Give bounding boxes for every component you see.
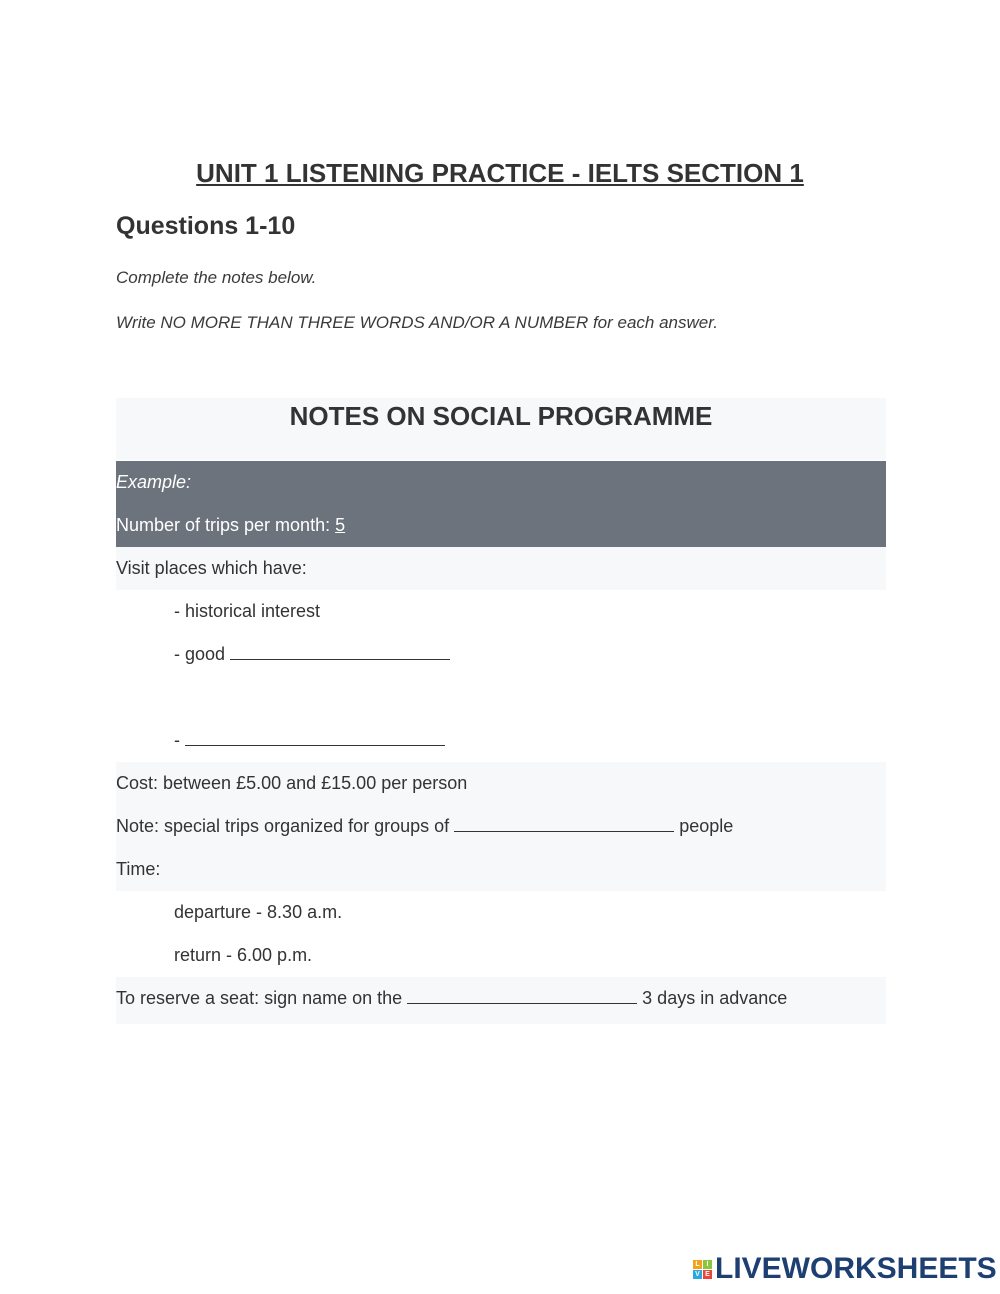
notes-title: NOTES ON SOCIAL PROGRAMME <box>116 398 886 460</box>
page-title: UNIT 1 LISTENING PRACTICE - IELTS SECTION 1 <box>196 158 804 188</box>
visit-places-row: Visit places which have: <box>116 547 886 590</box>
logo-text: LIVEWORKSHEETS <box>715 1252 997 1285</box>
answer-blank-3[interactable] <box>454 817 674 832</box>
time-row: Time: <box>116 848 886 891</box>
departure-row: departure - 8.30 a.m. <box>174 902 343 922</box>
historical-interest-row: - historical interest <box>174 601 321 621</box>
notes-table <box>116 398 886 1024</box>
reserve-row <box>116 977 886 1024</box>
questions-heading: Questions 1-10 <box>116 212 296 240</box>
answer-blank-2[interactable] <box>185 731 445 746</box>
example-label: Example: <box>116 461 886 504</box>
example-row <box>116 504 886 547</box>
example-answer: 5 <box>335 515 346 535</box>
good-label: - good <box>174 644 231 664</box>
instruction-complete: Complete the notes below. <box>116 268 317 287</box>
note-row <box>116 805 886 848</box>
logo-square-l: L <box>693 1260 702 1269</box>
answer-blank-1[interactable] <box>230 645 450 660</box>
answer-blank-4[interactable] <box>407 989 637 1004</box>
cost-row: Cost: between £5.00 and £15.00 per person <box>116 762 886 805</box>
good-row <box>116 633 886 676</box>
logo-square-e: E <box>703 1270 712 1279</box>
liveworksheets-logo <box>693 1252 997 1286</box>
return-row: return - 6.00 p.m. <box>174 945 313 965</box>
example-text: Number of trips per month: <box>116 515 336 535</box>
logo-icon <box>693 1260 712 1279</box>
reserve-suffix: 3 days in advance <box>637 988 788 1008</box>
dash-label: - <box>174 730 185 750</box>
note-suffix: people <box>674 816 734 836</box>
logo-square-i: I <box>703 1260 712 1269</box>
blank-item-row <box>116 719 886 762</box>
logo-square-v: V <box>693 1270 702 1279</box>
note-label: Note: special trips organized for groups of <box>116 816 455 836</box>
instruction-word-limit: Write NO MORE THAN THREE WORDS AND/OR A NUMBER for each answer. <box>116 313 718 332</box>
reserve-label: To reserve a seat: sign name on the <box>116 988 408 1008</box>
